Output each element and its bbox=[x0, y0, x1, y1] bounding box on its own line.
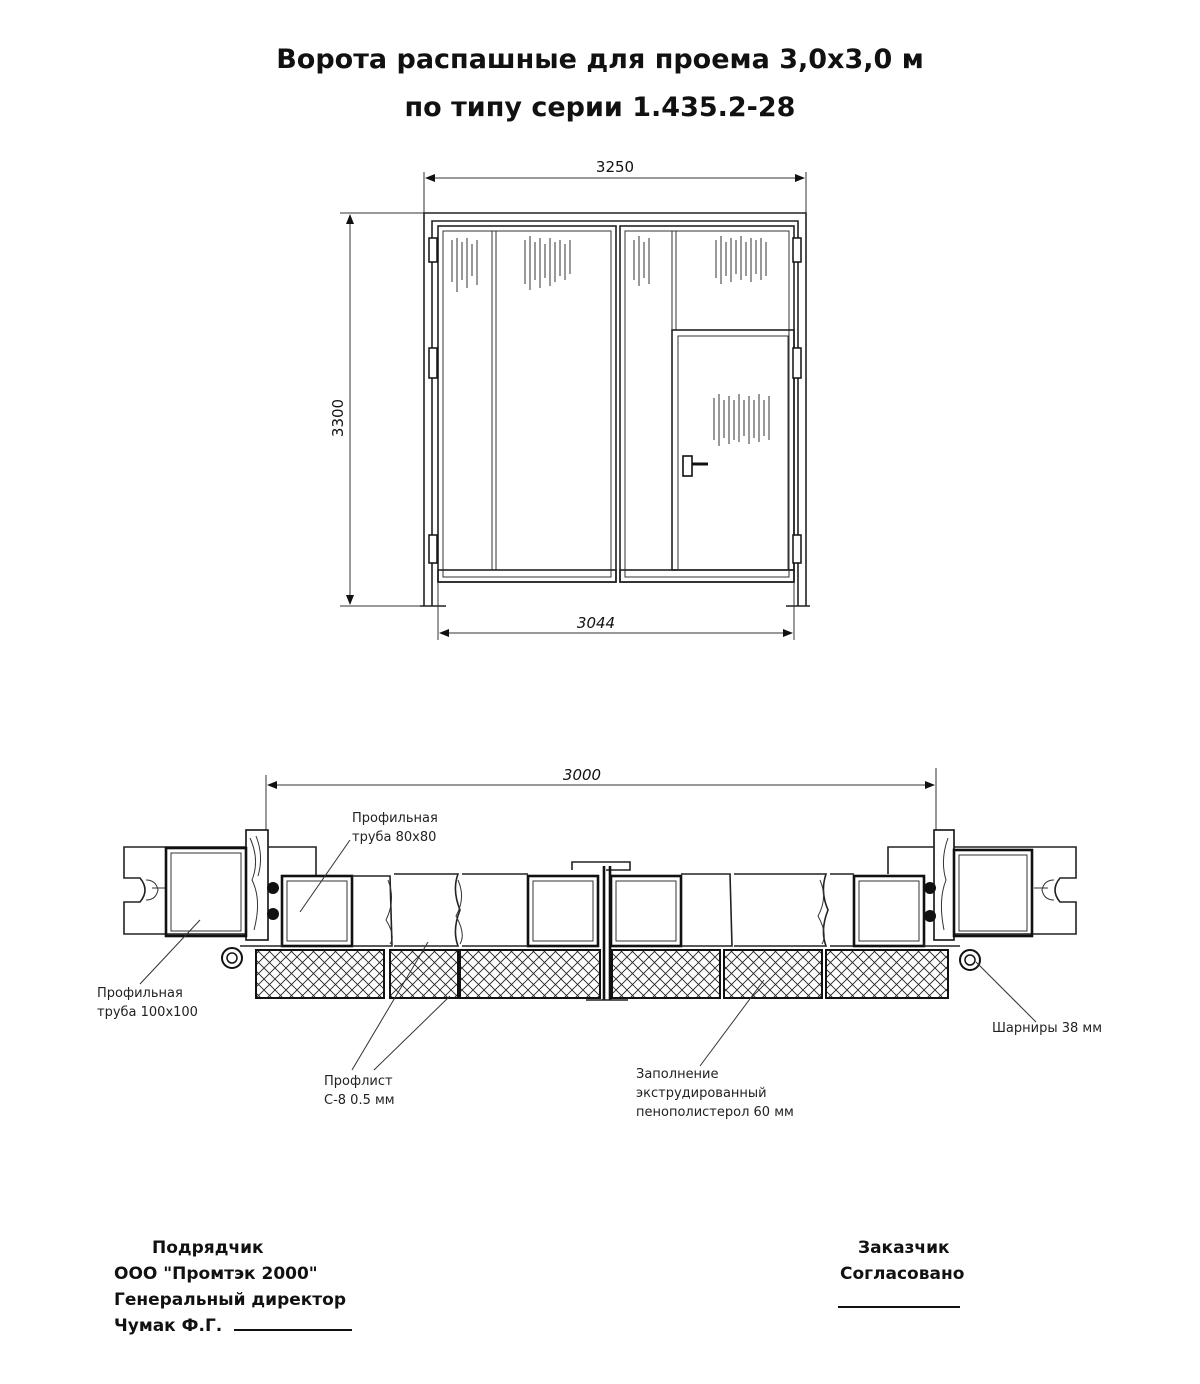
right-post-pipe-100x100 bbox=[954, 850, 1032, 936]
overall-width-value: 3250 bbox=[595, 158, 635, 176]
filling-label-line-3: пенополистерол 60 мм bbox=[636, 1105, 794, 1120]
pipe80-label-line-1: Профильная bbox=[352, 811, 438, 826]
wicket-door bbox=[672, 330, 794, 570]
customer-signature-line bbox=[838, 1306, 960, 1308]
contractor-heading: Подрядчик bbox=[152, 1238, 264, 1258]
gate-plan-section bbox=[97, 766, 1102, 1120]
rubber-seals bbox=[267, 882, 936, 922]
overall-width-dimension bbox=[424, 158, 806, 215]
right-wall bbox=[888, 830, 1076, 940]
pipe100-label-line-2: труба 100х100 bbox=[97, 1005, 198, 1020]
hinges-label: Шарниры 38 мм bbox=[992, 1021, 1103, 1036]
drawing-title-line-2: по типу серии 1.435.2-28 bbox=[404, 92, 796, 123]
pipe100-label-line-1: Профильная bbox=[97, 986, 183, 1001]
inner-width-dimension bbox=[438, 582, 794, 640]
gate-elevation-view bbox=[329, 158, 810, 640]
overall-height-dimension bbox=[329, 213, 424, 606]
section-width-dimension bbox=[266, 766, 936, 838]
contractor-signature-line bbox=[234, 1329, 352, 1331]
contractor-company: ООО "Промтэк 2000" bbox=[114, 1264, 318, 1284]
left-gate-leaf bbox=[438, 226, 616, 582]
customer-status: Согласовано bbox=[840, 1264, 965, 1284]
contractor-name: Чумак Ф.Г. bbox=[114, 1316, 223, 1336]
overall-height-value: 3300 bbox=[329, 398, 347, 438]
pipe80-label-line-2: труба 80х80 bbox=[352, 830, 437, 845]
insulation-filling bbox=[256, 950, 948, 998]
profsheet-label-line-2: С-8 0.5 мм bbox=[324, 1093, 395, 1108]
drawing-title-line-1: Ворота распашные для проема 3,0х3,0 м bbox=[276, 44, 924, 75]
right-gate-leaf bbox=[620, 226, 794, 582]
frame-hinges bbox=[429, 238, 801, 563]
customer-heading: Заказчик bbox=[858, 1238, 950, 1258]
door-handle-icon bbox=[683, 456, 708, 476]
profsheet-label-line-1: Профлист bbox=[324, 1074, 393, 1089]
left-post-pipe-100x100 bbox=[166, 848, 246, 936]
filling-label-line-2: экструдированный bbox=[636, 1086, 767, 1101]
contractor-position: Генеральный директор bbox=[114, 1290, 347, 1310]
filling-label-line-1: Заполнение bbox=[636, 1067, 719, 1082]
inner-width-value: 3044 bbox=[576, 614, 616, 632]
section-width-value: 3000 bbox=[562, 766, 602, 784]
contractor-signature-row bbox=[114, 1316, 352, 1336]
